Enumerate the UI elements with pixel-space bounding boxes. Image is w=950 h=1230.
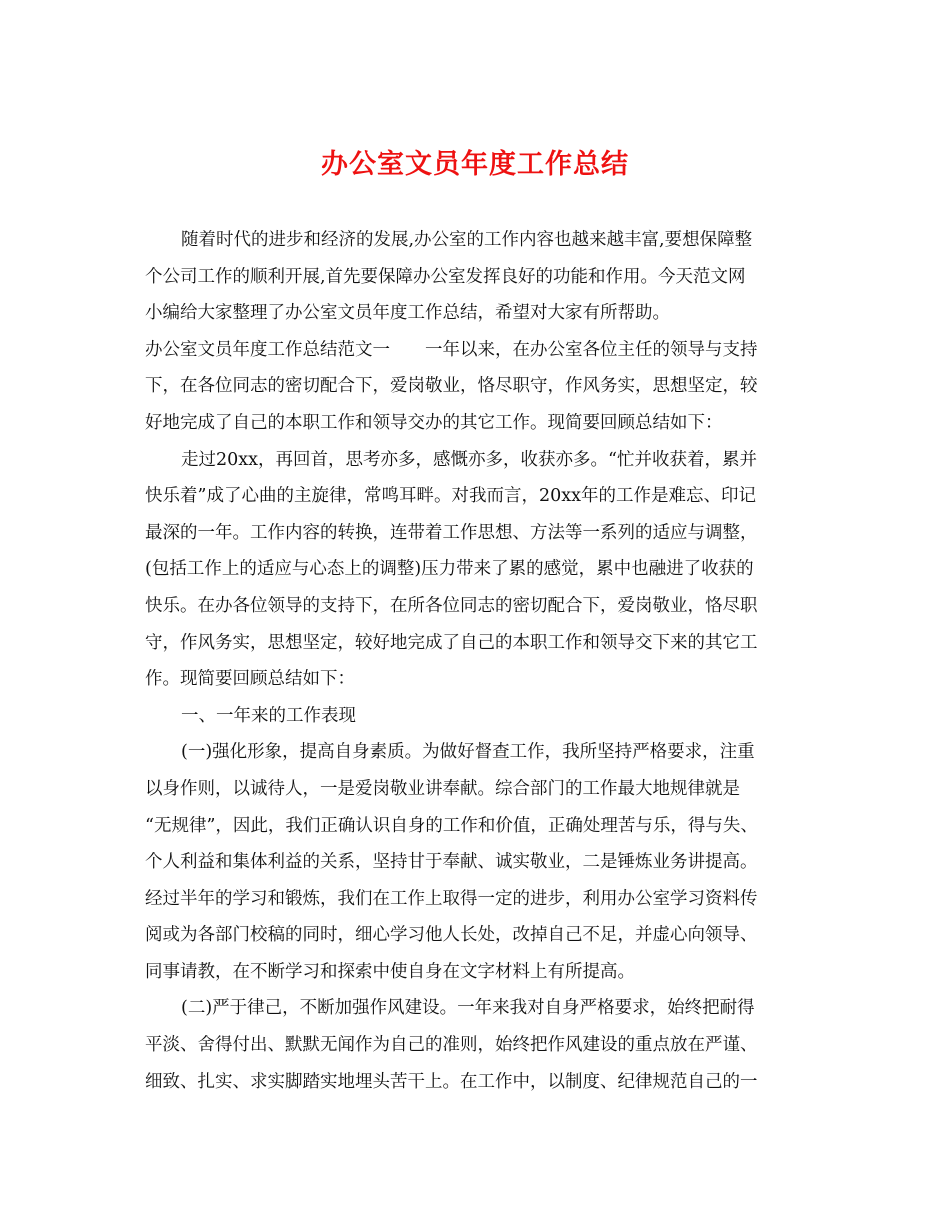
body-line: 随着时代的进步和经济的发展,办公室的工作内容也越来越丰富,要想保障整 [181,230,753,250]
body-line: 细致、扎实、求实脚踏实地埋头苦干上。在工作中，以制度、纪律规范自己的一 [145,1071,758,1092]
body-line: 守，作风务实，思想坚定，较好地完成了自己的本职工作和领导交下来的其它工 [145,632,758,653]
body-line: (二)严于律己，不断加强作风建设。一年来我对自身严格要求，始终把耐得 [181,998,755,1019]
body-line: 办公室文员年度工作总结范文一 一年以来，在办公室各位主任的领导与支持 [145,339,758,360]
body-line: 经过半年的学习和锻炼，我们在工作上取得一定的进步，利用办公室学习资料传 [145,888,758,909]
document-body [145,222,815,1100]
body-line: (一)强化形象，提高自身素质。为做好督查工作，我所坚持严格要求，注重 [181,742,755,763]
body-line: 平淡、舍得付出、默默无闻作为自己的准则，始终把作风建设的重点放在严谨、 [145,1035,758,1056]
document-title: 办公室文员年度工作总结 [321,149,629,180]
body-line: 下，在各位同志的密切配合下，爱岗敬业，恪尽职守，作风务实，思想坚定，较 [145,376,758,397]
body-line: 以身作则，以诚待人，一是爱岗敬业讲奉献。综合部门的工作最大地规律就是 [145,778,740,799]
body-line: (包括工作上的适应与心态上的调整)压力带来了累的感觉，累中也融进了收获的 [145,559,754,580]
body-line: 作。现简要回顾总结如下： [145,669,355,690]
body-line: 阅或为各部门校稿的同时，细心学习他人长处，改掉自己不足，并虚心向领导、 [145,925,758,946]
body-line: 个人利益和集体利益的关系，坚持甘于奉献、诚实敬业，二是锤炼业务讲提高。 [145,852,758,873]
body-line: 快乐。在办各位领导的支持下，在所各位同志的密切配合下，爱岗敬业，恪尽职 [145,595,758,616]
body-line: 小编给大家整理了办公室文员年度工作总结，希望对大家有所帮助。 [145,303,670,324]
body-line: 快乐着”成了心曲的主旋律，常鸣耳畔。对我而言，20xx年的工作是难忘、印记 [145,486,756,507]
body-line: 最深的一年。工作内容的转换，连带着工作思想、方法等一系列的适应与调整， [145,522,758,543]
body-line: 同事请教，在不断学习和探索中使自身在文字材料上有所提高。 [145,961,635,982]
body-line: 走过20xx，再回首，思考亦多，感慨亦多，收获亦多。“忙并收获着，累并 [181,449,757,470]
section-heading: 一、一年来的工作表现 [181,705,356,726]
body-line: 好地完成了自己的本职工作和领导交办的其它工作。现简要回顾总结如下： [145,412,723,433]
body-line: 个公司工作的顺利开展,首先要保障办公室发挥良好的功能和作用。今天范文网 [145,266,746,287]
body-line: “无规律”，因此，我们正确认识自身的工作和价值，正确处理苦与乐，得与失、 [145,815,758,836]
